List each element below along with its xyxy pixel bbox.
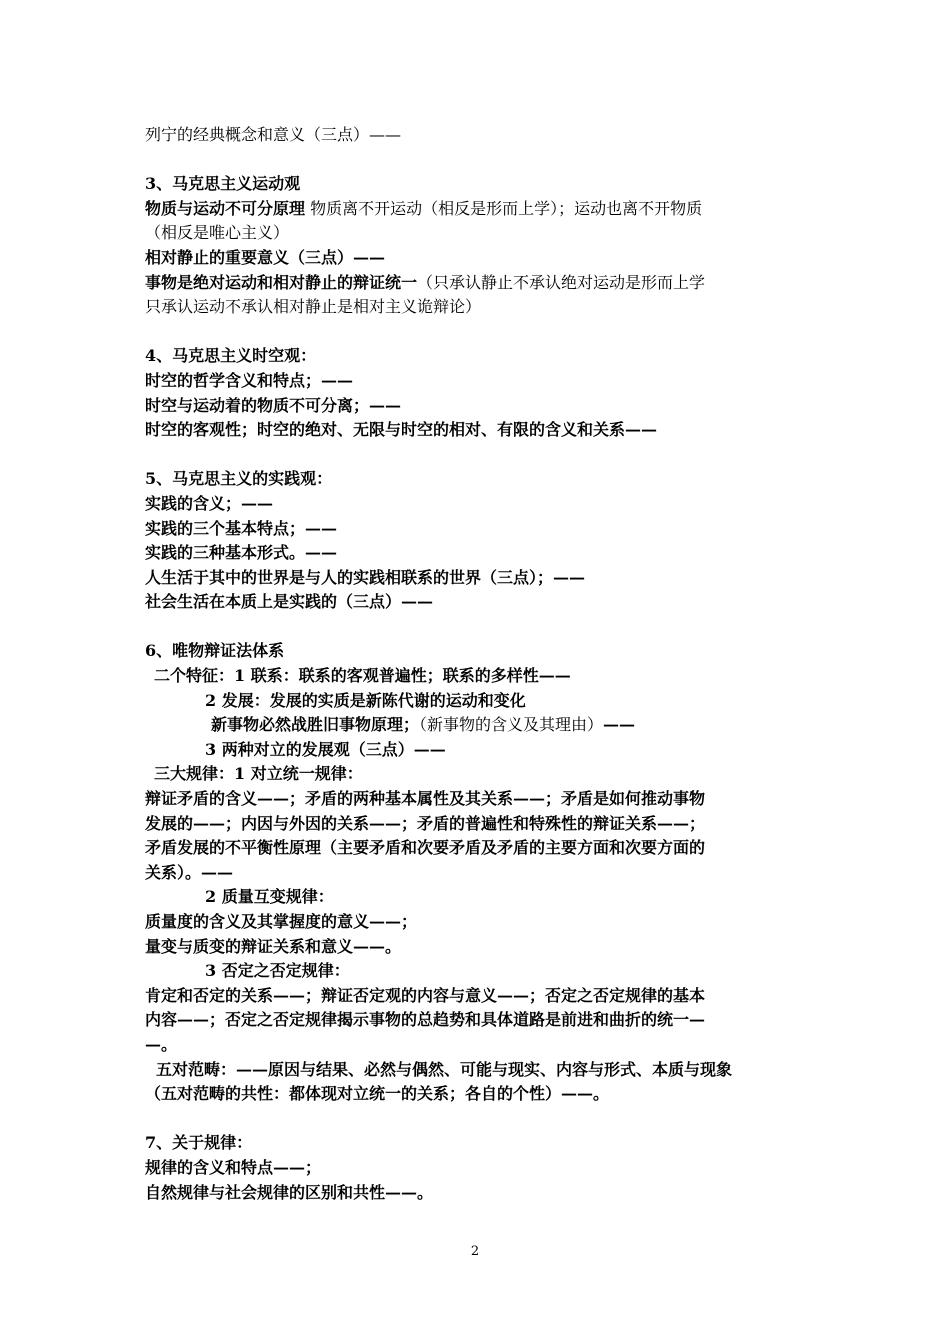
text-line: （相反是唯心主义） — [145, 223, 290, 243]
text-line: 人生活于其中的世界是与人的实践相联系的世界（三点）；—— — [145, 567, 586, 587]
text-line: 时空的哲学含义和特点；—— — [145, 370, 354, 390]
bold-phrase: 事物是绝对运动和相对静止的辩证统一 — [145, 272, 418, 292]
text-line: 三大规律：1 对立统一规律： — [154, 764, 363, 784]
section-heading: 6、唯物辩证法体系 — [145, 641, 285, 661]
text-line: （五对范畴的共性：都体现对立统一的关系；各自的个性）——。 — [145, 1084, 610, 1104]
text-line: 2 质量互变规律： — [205, 887, 334, 907]
text-line: 3 两种对立的发展观（三点）—— — [205, 739, 446, 759]
text-line: 关系）。—— — [145, 862, 234, 882]
section-heading: 3、马克思主义运动观 — [145, 174, 301, 194]
text-line — [145, 271, 815, 296]
text-line: 肯定和否定的关系——；辩证否定观的内容与意义——；否定之否定规律的基本 — [145, 985, 706, 1005]
text-line: 时空的客观性；时空的绝对、无限与时空的相对、有限的含义和关系—— — [145, 420, 658, 440]
page-number: 2 — [470, 1244, 480, 1259]
text-line: 实践的三个基本特点；—— — [145, 518, 338, 538]
text-line: 自然规律与社会规律的区别和共性——。 — [145, 1182, 434, 1202]
text-line: 辩证矛盾的含义——；矛盾的两种基本属性及其关系——；矛盾是如何推动事物 — [145, 789, 706, 809]
text-line: —。 — [145, 1034, 178, 1054]
section-heading: 7、关于规律： — [145, 1133, 253, 1153]
bold-phrase: —— — [603, 715, 636, 735]
text-line: 实践的含义；—— — [145, 493, 274, 513]
bold-phrase: 新事物必然战胜旧事物原理； — [211, 715, 420, 735]
text-line: 矛盾发展的不平衡性原理（主要矛盾和次要矛盾及矛盾的主要方面和次要方面的 — [145, 838, 706, 858]
text-line: 发展的——；内因与外因的关系——；矛盾的普遍性和特殊性的辩证关系——； — [145, 813, 706, 833]
text-line: 只承认运动不承认相对静止是相对主义诡辩论） — [145, 297, 482, 317]
text-line: 相对静止的重要意义（三点）—— — [145, 247, 386, 267]
text-line: 实践的三种基本形式。—— — [145, 543, 338, 563]
section-heading: 5、马克思主义的实践观： — [145, 469, 333, 489]
plain-phrase: （新事物的含义及其理由） — [419, 715, 604, 735]
text-line: 2 发展：发展的实质是新陈代谢的运动和变化 — [205, 690, 526, 710]
text-line: 内容——；否定之否定规律揭示事物的总趋势和具体道路是前进和曲折的统一— — [145, 1010, 706, 1030]
bold-phrase: 物质与运动不可分原理 — [145, 198, 306, 218]
text-line: 社会生活在本质上是实践的（三点）—— — [145, 592, 434, 612]
document-body — [145, 123, 815, 1205]
text-line: 量变与质变的辩证关系和意义——。 — [145, 936, 402, 956]
text-line: 二个特征：1 联系：联系的客观普遍性；联系的多样性—— — [154, 666, 571, 686]
text-line: 质量度的含义及其掌握度的意义——； — [145, 912, 418, 931]
section-heading: 4、马克思主义时空观： — [145, 346, 317, 366]
text-line: 3 否定之否定规律： — [205, 961, 350, 981]
plain-phrase: 物质离不开运动（相反是形而上学）；运动也离不开物质 — [305, 198, 703, 218]
text-line: 五对范畴：——原因与结果、必然与偶然、可能与现实、内容与形式、本质与现象 — [156, 1059, 733, 1079]
text-line — [145, 197, 815, 222]
plain-phrase: （只承认静止不承认绝对运动是形而上学 — [417, 272, 706, 292]
text-line — [145, 713, 815, 738]
text-line: 时空与运动着的物质不可分离；—— — [145, 395, 402, 415]
text-line: 规律的含义和特点——； — [145, 1157, 322, 1177]
text-line: 列宁的经典概念和意义（三点）—— — [145, 125, 402, 144]
